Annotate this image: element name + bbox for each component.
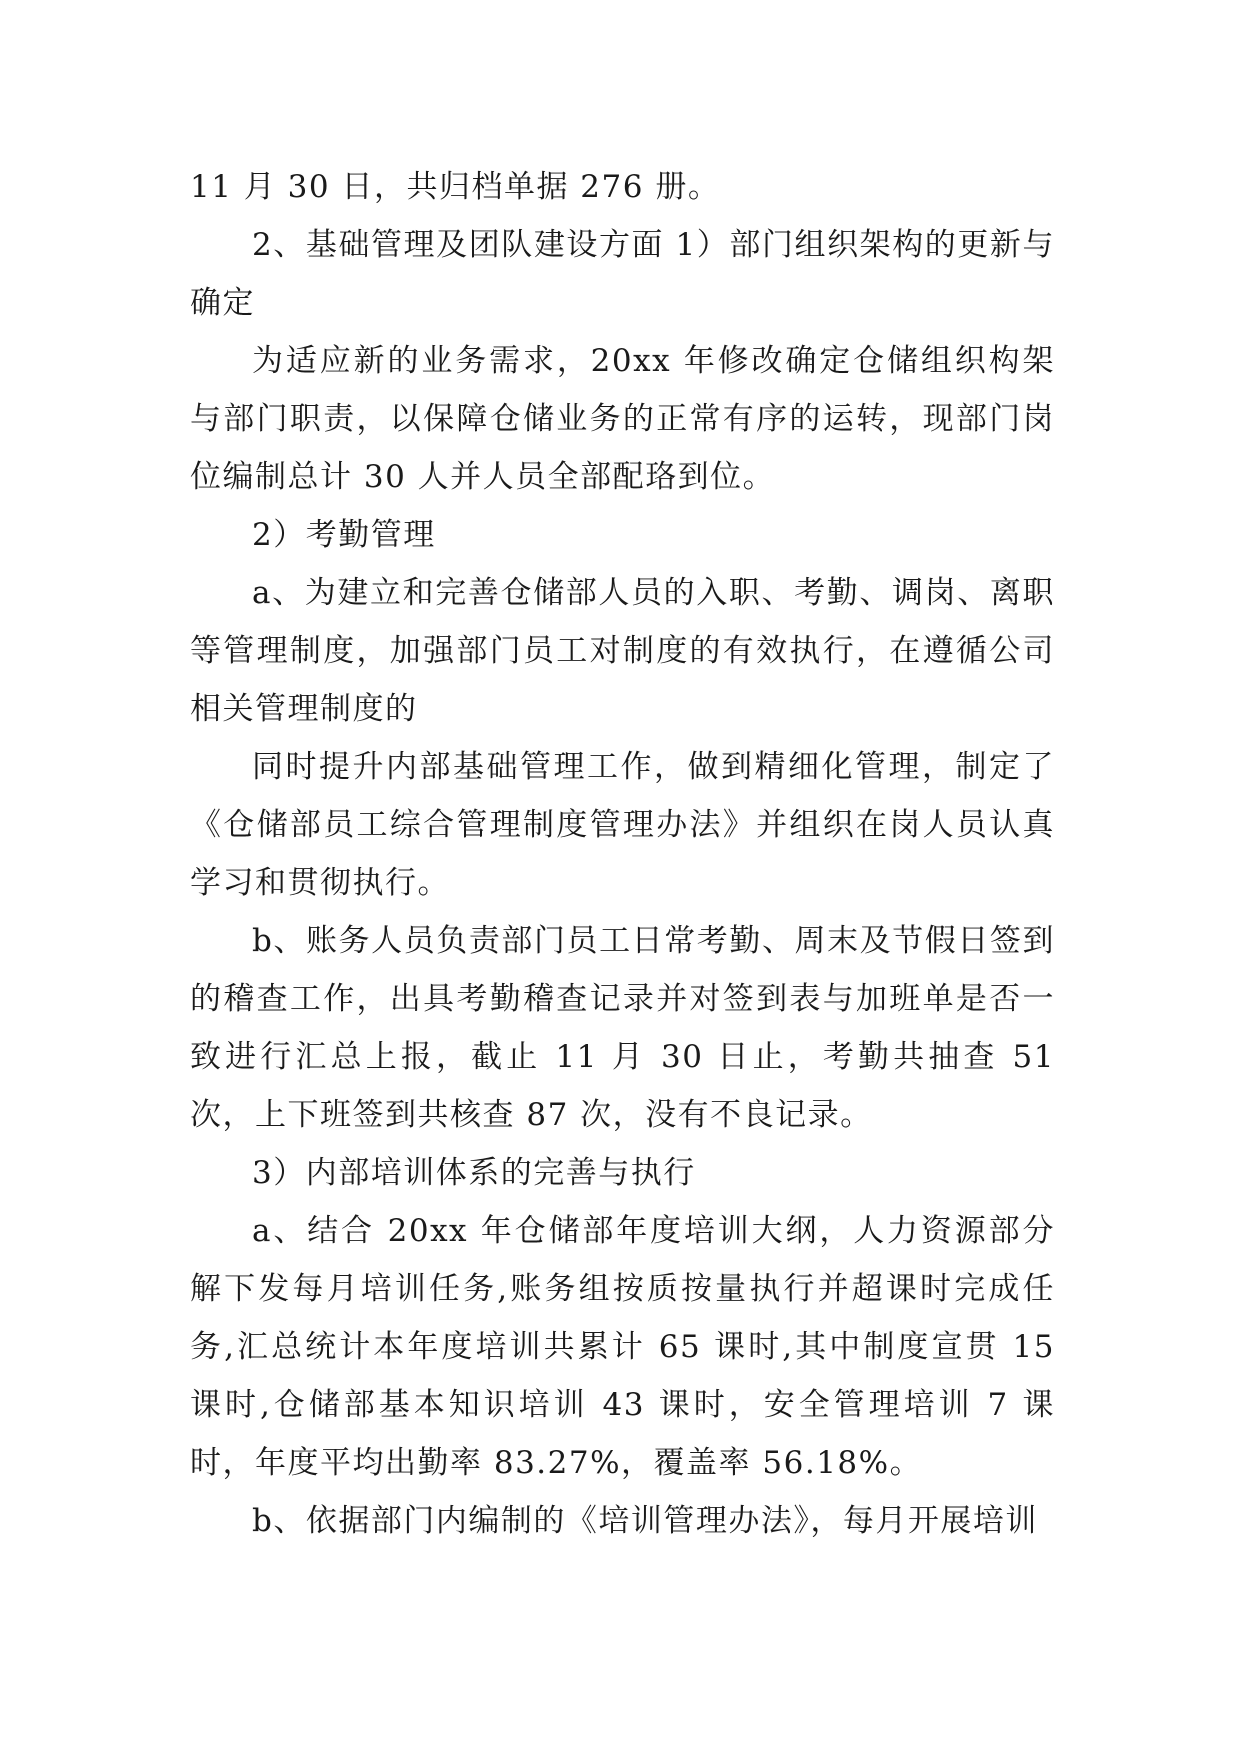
paragraph-attendance-a: a、为建立和完善仓储部人员的入职、考勤、调岗、离职等管理制度，加强部门员工对制度的有效执行，在遵循公司相关管理制度的 [190, 575, 1055, 727]
paragraph-section-heading-basic-management: 2、基础管理及团队建设方面 1）部门组织架构的更新与确定 [190, 227, 1055, 321]
paragraph-attendance-a-continued: 同时提升内部基础管理工作，做到精细化管理，制定了《仓储部员工综合管理制度管理办法》并组织在岗人员认真学习和贯彻执行。 [190, 749, 1055, 901]
paragraph-archive-summary: 11 月 30 日，共归档单据 276 册。 [190, 169, 721, 205]
paragraph-heading-attendance: 2）考勤管理 [252, 517, 436, 553]
document-body [190, 158, 1055, 1550]
paragraph-training-b: b、依据部门内编制的《培训管理办法》，每月开展培训 [252, 1503, 1038, 1539]
paragraph-org-structure: 为适应新的业务需求，20xx 年修改确定仓储组织构架与部门职责，以保障仓储业务的正常有序的运转，现部门岗位编制总计 30 人并人员全部配珞到位。 [190, 343, 1055, 495]
paragraph-attendance-b: b、账务人员负责部门员工日常考勤、周末及节假日签到的稽查工作，出具考勤稽查记录并对签到表与加班单是否一致进行汇总上报，截止 11 月 30 日止，考勤共抽查 51 次，上下班签到共核查 87 次，没有不良记录。 [190, 923, 1055, 1133]
paragraph-heading-training: 3）内部培训体系的完善与执行 [252, 1155, 696, 1191]
paragraph-training-a: a、结合 20xx 年仓储部年度培训大纲，人力资源部分解下发每月培训任务,账务组按质按量执行并超课时完成任务,汇总统计本年度培训共累计 65 课时,其中制度宣贯 15 课时,仓储部基本知识培训 43 课时，安全管理培训 7 课时，年度平均出勤率 83.27%，覆盖率 56.18%。 [190, 1213, 1055, 1481]
